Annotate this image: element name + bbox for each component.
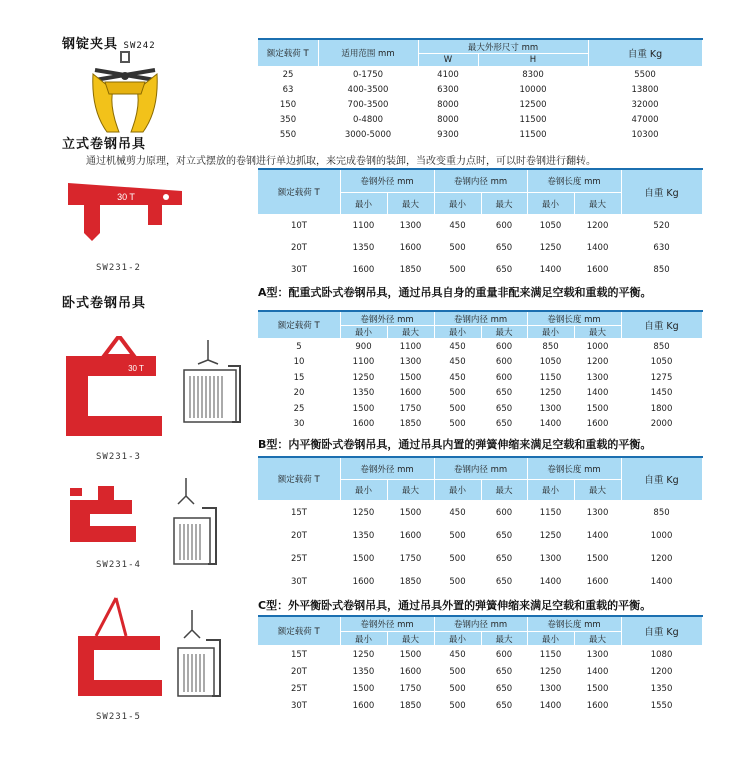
col-header-min: 最小 xyxy=(434,632,481,646)
table-cell: 30T xyxy=(290,576,307,587)
table-cell: 1150 xyxy=(539,372,562,383)
table-cell: 1350 xyxy=(352,666,375,677)
table-cell: 1250 xyxy=(539,388,562,399)
table-cell: 1150 xyxy=(539,649,562,660)
table-cell: 450 xyxy=(449,507,466,518)
horizontal-coil-lifter-b-image xyxy=(68,484,138,546)
vertical-coil-lifter-image xyxy=(66,183,184,243)
table-row xyxy=(258,112,702,127)
table-cell: 1600 xyxy=(399,388,422,399)
table-cell: 450 xyxy=(449,649,466,660)
table-cell: 700-3500 xyxy=(347,99,389,110)
table-row xyxy=(258,386,702,402)
type-a-description: A型：配重式卧式卷钢吊具，通过吊具自身的重量非配来满足空载和重载的平衡。 xyxy=(258,286,652,299)
table-cell: 900 xyxy=(355,341,372,352)
table-ingot-clamp xyxy=(258,38,703,142)
table-cell: 1850 xyxy=(399,419,422,430)
table-cell: 650 xyxy=(495,403,513,414)
col-header-max: 最大 xyxy=(387,632,434,646)
table-cell: 6300 xyxy=(437,84,459,95)
col-header-rated-load: 额定载荷 T xyxy=(258,311,340,339)
section-description-vertical: 通过机械剪力原理，对立式摆放的卷钢进行单边抓取，来完成卷钢的装卸，当改变重力点时，可以时卷钢进行翻转。 xyxy=(86,156,596,167)
type-c-description: C型：外平衡卧式卷钢吊具，通过吊具外置的弹簧伸缩来满足空载和重载的平衡。 xyxy=(258,599,652,612)
table-cell: 1300 xyxy=(399,357,422,368)
table-cell: 1450 xyxy=(650,388,673,399)
table-cell: 500 xyxy=(449,403,466,414)
col-header-self-weight: 自重 Kg xyxy=(588,39,702,67)
col-header-max: 最大 xyxy=(387,193,434,215)
table-row xyxy=(258,417,702,433)
col-header-rated-load: 额定载荷 T xyxy=(258,616,340,646)
table-cell: 0-1750 xyxy=(352,69,384,80)
table-cell: 1080 xyxy=(650,649,673,660)
col-header-rated-load: 额定载荷 T xyxy=(258,39,318,67)
table-cell: 630 xyxy=(653,243,670,253)
table-cell: 1250 xyxy=(352,649,375,660)
table-row xyxy=(258,570,702,593)
table-cell: 1850 xyxy=(399,700,422,711)
table-cell: 10300 xyxy=(631,129,659,140)
table-cell: 1250 xyxy=(539,666,562,677)
table-cell: 12500 xyxy=(519,99,547,110)
col-header-self-weight: 自重 Kg xyxy=(621,311,702,339)
table-cell: 500 xyxy=(449,265,466,275)
table-cell: 20 xyxy=(293,388,305,399)
lifter-tag: 30 T xyxy=(128,364,144,373)
table-cell: 32000 xyxy=(631,99,659,110)
table-cell: 63 xyxy=(282,84,294,95)
table-cell: 650 xyxy=(495,683,513,694)
lifter-tag: 30 T xyxy=(117,192,135,202)
col-header-self-weight: 自重 Kg xyxy=(621,169,702,215)
table-cell: 600 xyxy=(495,649,513,660)
table-cell: 1400 xyxy=(586,388,609,399)
table-cell: 1250 xyxy=(352,507,375,518)
table-cell: 500 xyxy=(449,683,466,694)
model-label-sw231-5: SW231-5 xyxy=(96,712,141,722)
table-horizontal-coil-lifter-b xyxy=(258,456,703,593)
horizontal-coil-lifter-a-image xyxy=(64,336,164,440)
table-row xyxy=(258,547,702,570)
table-cell: 500 xyxy=(449,388,466,399)
col-header-min: 最小 xyxy=(527,193,574,215)
table-cell: 500 xyxy=(449,419,466,430)
col-header-inner-diameter: 卷钢内径 mm xyxy=(434,169,527,193)
col-header-outer-diameter: 卷钢外径 mm xyxy=(340,457,434,480)
table-row xyxy=(258,401,702,417)
col-header-max: 最大 xyxy=(387,326,434,339)
table-cell: 500 xyxy=(449,553,466,564)
table-cell: 1500 xyxy=(399,649,422,660)
table-cell: 1400 xyxy=(539,265,562,275)
model-label-sw231-2: SW231-2 xyxy=(96,263,141,273)
table-cell: 47000 xyxy=(631,114,659,125)
table-cell: 1000 xyxy=(586,341,609,352)
table-cell: 1850 xyxy=(399,265,422,275)
table-row xyxy=(258,524,702,547)
table-cell: 1500 xyxy=(399,372,422,383)
ingot-clamp-image xyxy=(85,50,165,138)
col-header-outer-diameter: 卷钢外径 mm xyxy=(340,616,434,632)
table-cell: 600 xyxy=(495,221,513,231)
col-header-inner-diameter: 卷钢内径 mm xyxy=(434,616,527,632)
col-header-range: 适用范围 mm xyxy=(318,39,418,67)
table-row xyxy=(258,82,702,97)
table-cell: 20T xyxy=(290,530,307,541)
table-cell: 1850 xyxy=(399,576,422,587)
table-row xyxy=(258,697,702,714)
table-cell: 8300 xyxy=(522,69,544,80)
table-cell: 450 xyxy=(449,357,466,368)
table-cell: 1200 xyxy=(650,666,673,677)
table-cell: 1200 xyxy=(650,553,673,564)
col-header-max: 最大 xyxy=(574,326,621,339)
horizontal-coil-lifter-c-image xyxy=(76,596,164,700)
table-cell: 650 xyxy=(495,553,513,564)
table-cell: 1000 xyxy=(650,530,673,541)
table-cell: 1275 xyxy=(650,372,673,383)
table-cell: 20T xyxy=(290,243,307,253)
table-row xyxy=(258,237,702,259)
col-header-min: 最小 xyxy=(527,480,574,501)
table-cell: 1300 xyxy=(586,649,609,660)
table-cell: 1500 xyxy=(352,683,375,694)
table-cell: 650 xyxy=(495,265,513,275)
table-cell: 650 xyxy=(495,388,513,399)
table-cell: 1150 xyxy=(539,507,562,518)
table-cell: 150 xyxy=(279,99,297,110)
model-label-sw231-3: SW231-3 xyxy=(96,452,141,462)
col-header-max: 最大 xyxy=(574,193,621,215)
col-header-coil-length: 卷钢长度 mm xyxy=(527,457,621,480)
table-cell: 1600 xyxy=(399,530,422,541)
table-row xyxy=(258,663,702,680)
table-cell: 1300 xyxy=(539,403,562,414)
table-cell: 10000 xyxy=(519,84,547,95)
table-cell: 25 xyxy=(282,69,294,80)
table-cell: 1750 xyxy=(399,553,422,564)
table-cell: 1200 xyxy=(586,357,609,368)
table-cell: 20T xyxy=(290,666,307,677)
col-header-w: W xyxy=(418,54,478,67)
table-cell: 550 xyxy=(279,129,297,140)
table-cell: 5 xyxy=(296,341,302,352)
table-cell: 850 xyxy=(653,265,670,275)
table-cell: 1750 xyxy=(399,683,422,694)
table-row xyxy=(258,355,702,371)
table-cell: 25 xyxy=(293,403,305,414)
table-cell: 15T xyxy=(290,507,307,518)
col-header-min: 最小 xyxy=(434,480,481,501)
table-cell: 1500 xyxy=(352,553,375,564)
table-cell: 1750 xyxy=(399,403,422,414)
table-cell: 1550 xyxy=(650,700,673,711)
col-header-min: 最小 xyxy=(340,326,387,339)
table-cell: 1600 xyxy=(399,666,422,677)
table-cell: 650 xyxy=(495,419,513,430)
table-cell: 1250 xyxy=(539,530,562,541)
table-cell: 1600 xyxy=(586,265,609,275)
table-row xyxy=(258,215,702,238)
table-cell: 850 xyxy=(542,341,559,352)
col-header-max: 最大 xyxy=(481,632,527,646)
col-header-max-size: 最大外形尺寸 mm xyxy=(418,39,588,54)
coil-lifting-diagram-c xyxy=(176,610,224,702)
table-cell: 1600 xyxy=(586,700,609,711)
table-cell: 600 xyxy=(495,372,513,383)
table-cell: 1350 xyxy=(352,243,375,253)
col-header-outer-diameter: 卷钢外径 mm xyxy=(340,169,434,193)
product-code: SW242 xyxy=(123,41,156,51)
col-header-max: 最大 xyxy=(574,632,621,646)
col-header-inner-diameter: 卷钢内径 mm xyxy=(434,311,527,326)
table-cell: 500 xyxy=(449,700,466,711)
table-cell: 500 xyxy=(449,666,466,677)
table-cell: 500 xyxy=(449,243,466,253)
table-cell: 1050 xyxy=(539,357,562,368)
table-row xyxy=(258,680,702,697)
table-cell: 15T xyxy=(290,649,307,660)
table-cell: 13800 xyxy=(631,84,659,95)
table-cell: 1100 xyxy=(352,357,375,368)
model-label-sw231-4: SW231-4 xyxy=(96,560,141,570)
table-cell: 1400 xyxy=(539,576,562,587)
col-header-outer-diameter: 卷钢外径 mm xyxy=(340,311,434,326)
table-cell: 25T xyxy=(290,553,307,564)
table-cell: 1600 xyxy=(352,265,375,275)
table-cell: 1500 xyxy=(586,403,609,414)
table-cell: 1500 xyxy=(399,507,422,518)
col-header-max: 最大 xyxy=(481,193,527,215)
table-cell: 650 xyxy=(495,530,513,541)
col-header-inner-diameter: 卷钢内径 mm xyxy=(434,457,527,480)
table-cell: 1300 xyxy=(539,683,562,694)
table-cell: 0-4800 xyxy=(352,114,384,125)
table-vertical-coil-lifter xyxy=(258,168,703,281)
table-cell: 25T xyxy=(290,683,307,694)
table-cell: 1100 xyxy=(399,341,422,352)
table-row xyxy=(258,67,702,83)
table-cell: 1600 xyxy=(352,419,375,430)
table-cell: 1400 xyxy=(539,419,562,430)
table-cell: 1500 xyxy=(586,553,609,564)
table-cell: 1600 xyxy=(352,576,375,587)
col-header-coil-length: 卷钢长度 mm xyxy=(527,169,621,193)
table-cell: 11500 xyxy=(519,129,547,140)
table-cell: 1200 xyxy=(586,221,609,231)
col-header-max: 最大 xyxy=(481,326,527,339)
table-cell: 1600 xyxy=(586,419,609,430)
table-cell: 3000-5000 xyxy=(344,129,392,140)
table-horizontal-coil-lifter-c xyxy=(258,615,703,714)
table-row xyxy=(258,646,702,664)
table-cell: 1350 xyxy=(352,388,375,399)
table-cell: 1500 xyxy=(352,403,375,414)
col-header-rated-load: 额定载荷 T xyxy=(258,169,340,215)
table-cell: 600 xyxy=(495,341,513,352)
table-cell: 1050 xyxy=(650,357,673,368)
table-cell: 1600 xyxy=(586,576,609,587)
col-header-min: 最小 xyxy=(340,632,387,646)
table-cell: 650 xyxy=(495,700,513,711)
col-header-h: H xyxy=(478,54,588,67)
table-cell: 650 xyxy=(495,243,513,253)
table-cell: 400-3500 xyxy=(347,84,389,95)
table-row xyxy=(258,127,702,142)
table-row xyxy=(258,259,702,281)
table-cell: 10 xyxy=(293,357,305,368)
table-cell: 1300 xyxy=(586,372,609,383)
col-header-coil-length: 卷钢长度 mm xyxy=(527,311,621,326)
col-header-min: 最小 xyxy=(527,632,574,646)
col-header-min: 最小 xyxy=(340,193,387,215)
table-cell: 1250 xyxy=(352,372,375,383)
table-cell: 10T xyxy=(290,221,307,231)
table-cell: 850 xyxy=(653,341,670,352)
col-header-self-weight: 自重 Kg xyxy=(621,457,702,501)
table-cell: 1600 xyxy=(352,700,375,711)
col-header-min: 最小 xyxy=(434,326,481,339)
table-cell: 1400 xyxy=(586,666,609,677)
col-header-max: 最大 xyxy=(481,480,527,501)
table-cell: 1400 xyxy=(539,700,562,711)
table-row xyxy=(258,97,702,112)
table-cell: 600 xyxy=(495,357,513,368)
table-cell: 2000 xyxy=(650,419,673,430)
col-header-self-weight: 自重 Kg xyxy=(621,616,702,646)
table-cell: 9300 xyxy=(437,129,459,140)
table-cell: 1050 xyxy=(539,221,562,231)
col-header-rated-load: 额定载荷 T xyxy=(258,457,340,501)
table-cell: 1350 xyxy=(352,530,375,541)
table-cell: 1500 xyxy=(586,683,609,694)
col-header-max: 最大 xyxy=(574,480,621,501)
table-cell: 1400 xyxy=(586,530,609,541)
table-cell: 1300 xyxy=(586,507,609,518)
table-cell: 850 xyxy=(653,507,670,518)
col-header-coil-length: 卷钢长度 mm xyxy=(527,616,621,632)
table-cell: 500 xyxy=(449,576,466,587)
table-cell: 1350 xyxy=(650,683,673,694)
table-horizontal-coil-lifter-a xyxy=(258,310,703,432)
table-cell: 1300 xyxy=(399,221,422,231)
table-cell: 1600 xyxy=(399,243,422,253)
table-row xyxy=(258,370,702,386)
table-cell: 520 xyxy=(653,221,670,231)
table-row xyxy=(258,501,702,525)
table-cell: 11500 xyxy=(519,114,547,125)
col-header-max: 最大 xyxy=(387,480,434,501)
table-cell: 8000 xyxy=(437,99,459,110)
coil-lifting-diagram-a xyxy=(182,340,244,426)
table-cell: 600 xyxy=(495,507,513,518)
table-cell: 4100 xyxy=(437,69,459,80)
table-cell: 500 xyxy=(449,530,466,541)
table-cell: 450 xyxy=(449,221,466,231)
table-cell: 8000 xyxy=(437,114,459,125)
table-cell: 30T xyxy=(290,265,307,275)
table-cell: 5500 xyxy=(634,69,656,80)
table-cell: 1400 xyxy=(586,243,609,253)
table-cell: 30T xyxy=(290,700,307,711)
section-title-vertical-coil-lifter: 立式卷钢吊具 xyxy=(62,137,147,152)
table-cell: 450 xyxy=(449,341,466,352)
table-cell: 1100 xyxy=(352,221,375,231)
table-cell: 1800 xyxy=(650,403,673,414)
table-cell: 30 xyxy=(293,419,305,430)
table-row xyxy=(258,339,702,355)
table-cell: 1300 xyxy=(539,553,562,564)
type-b-description: B型：内平衡卧式卷钢吊具，通过吊具内置的弹簧伸缩来满足空载和重载的平衡。 xyxy=(258,438,652,451)
col-header-min: 最小 xyxy=(340,480,387,501)
section-title-ingot-clamp: 钢锭夹具 SW242 xyxy=(62,37,156,52)
coil-lifting-diagram-b xyxy=(172,478,220,570)
table-cell: 650 xyxy=(495,576,513,587)
table-cell: 15 xyxy=(293,372,305,383)
table-cell: 350 xyxy=(279,114,297,125)
table-cell: 650 xyxy=(495,666,513,677)
col-header-min: 最小 xyxy=(434,193,481,215)
col-header-min: 最小 xyxy=(527,326,574,339)
table-cell: 1250 xyxy=(539,243,562,253)
table-cell: 450 xyxy=(449,372,466,383)
table-cell: 1400 xyxy=(650,576,673,587)
section-title-horizontal-coil-lifter: 卧式卷钢吊具 xyxy=(62,296,147,311)
